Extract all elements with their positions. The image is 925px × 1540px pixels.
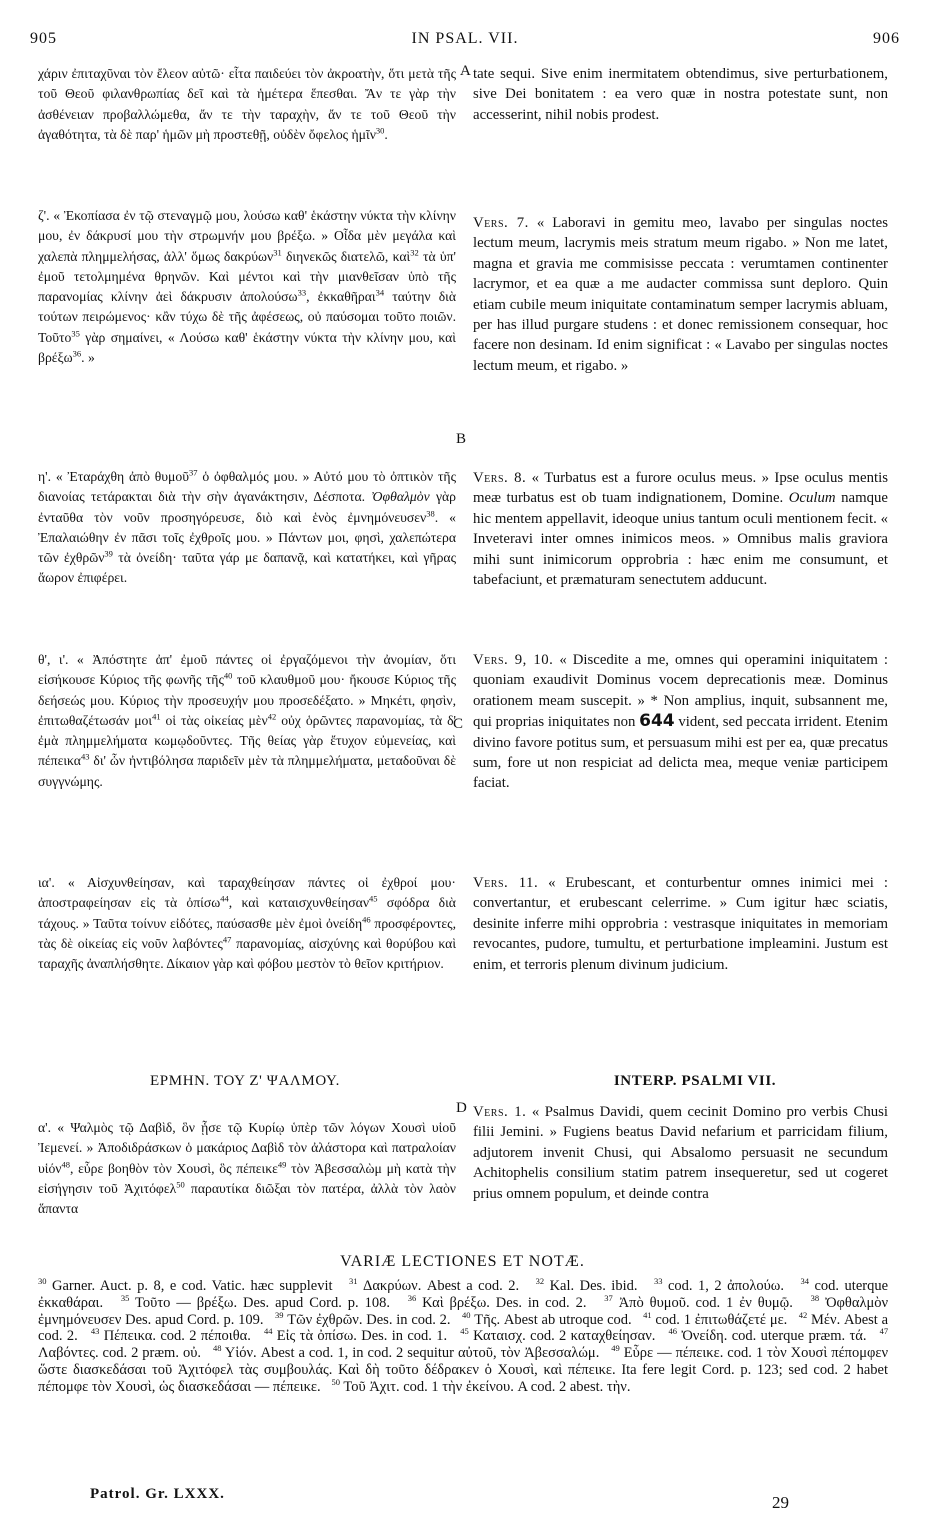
column-number-marker: 644 <box>639 711 675 732</box>
greek-paragraph-intro: χάριν ἐπιταχῦναι τὸν ἔλεον αὐτῶ· εἶτα παιδεύει τὸν ἀκροατὴν, ὅτι μετὰ τῆς τοῦ Θεοῦ φιλανθρωπίας δεῖ καὶ τὰ ἡμέτερα ἕπεσθαι. Ἄν τε γὰρ τὴν ἀσθένειαν προβαλλώμεθα, ἄν τε τὴν ταραχὴν, ἄν τε τοῦ Θεοῦ τὴν ἀγαθότητα, τὰ δὲ παρ' ἡμῶν μὴ προστεθῇ, οὐδὲν ὄφελος ἡμῖν$^{30}$. <box>38 66 456 142</box>
footer-signature-number: 29 <box>772 1493 789 1512</box>
margin-letter-d: D <box>456 1100 467 1116</box>
variant-readings-notes: $^{30}$ Garner. Auct. p. 8, e cod. Vatic. hæc supplevit $^{31}$ Δακρύων. Abest a cod. 2. $^{32}$ Kal. Des. ibid. $^{33}$ cod. 1, 2 ἀπολούω. $^{34}$ cod. uterque ἐκκαθάραι. $^{35}$ Τοῦτο — βρέξω. Des. apud Cord. p. 108. $^{36}$ Καὶ βρέξω. Des. in cod. 2. $^{37}$ Ἀπὸ θυμοῦ. cod. 1 ἐν θυμῷ. $^{38}$ Ὀφθαλμὸν ἐμνημόνευσεν Des. apud Cord. p. 109. $^{39}$ Τῶν ἐχθρῶν. Des. in cod. 2. $^{40}$ Τῆς. Abest ab utroque cod. $^{41}$ cod. 1 ἐπιτωθάζετέ με. $^{42}$ Μέν. Abest a cod. 2. $^{43}$ Πέπεικα. cod. 2 πέποιθα. $^{44}$ Εἰς τὰ ὀπίσω. Des. in cod. 1. $^{45}$ Καταισχ. cod. 2 καταχθείησαν. $^{46}$ Ὀνείδη. cod. uterque præm. τά. $^{47}$ Λαβόντες. cod. 2 præm. οὐ. $^{48}$ Υἱόν. Abest a cod. 1, in cod. 2 sequitur αὐτοῦ, τὸν Ἀβεσσαλώμ. $^{49}$ Εὗρε — πέπεικε. cod. 1 τὸν Χουσὶ πέπομφεν ὥστε διασκεδάσαι τοῦ Ἀχιτόφελ τὰς συμβουλάς. Καὶ δὴ τοῦτο δέδρακεν ὁ Χουσὶ, καὶ πέπεικε. Ita fere legit Cord. p. 123; sed cod. 2 habet πέπομφε τὸν Χουσὶ, ὡς διασκεδάσαι — πέπεικε. $^{50}$ Τοῦ Ἀχιτ. cod. 1 τὴν ἐκείνου. A cod. 2 abest. τὴν. <box>38 1276 889 1395</box>
page-number-right: 906 <box>873 30 900 47</box>
latin-paragraph-intro: tate sequi. Sive enim inermitatem obtendimus, sive perturbationem, sive Dei bonitatem : ea vero quæ in nostra potestate sunt, non accesserint, nihil nobis prodest. <box>473 66 888 123</box>
latin-paragraph-psalm-verse-1: Vers. 1. « Psalmus Davidi, quem cecinit Domino pro verbis Chusi filii Jemini. » Fugiens beatus David nefarium et parricidam filium, adjutorem invenit Chusi, qui Absalomo persuasit ne secundum Achitophelis consilium statim patrem insequeretur, sed ut cogeret prius omnem populum, et deinde contra <box>473 1104 888 1202</box>
greek-paragraph-verse-7: ζ'. « Ἐκοπίασα ἐν τῷ στεναγμῷ μου, λούσω καθ' ἑκάστην νύκτα τὴν κλίνην μου, ἐν δάκρυσί μου τὴν στρωμνήν μου βρέξω. » Οἶδα μὲν μεγάλα καὶ χαλεπὰ πλημμελήσας, ἀλλ' ὅμως δακρύων$^{31}$ διηνεκῶς διατελῶ, καὶ$^{32}$ τὰ ὑπ' ἐμοῦ τετολμημένα θρηνῶν. Καὶ μέντοι καὶ τὴν μιανθεῖσαν ὑπὸ τῆς παρανομίας κλίνην ἀεὶ δάκρυσιν ἀπολούσω$^{33}$, ἐκκαθῆραι$^{34}$ ταύτην διὰ τούτων πειρώμενος· κἂν τύχω δὲ τῆς ἀφέσεως, οὐ παύσομαι τοῦτο ποιῶν. Τοῦτο$^{35}$ γὰρ σημαίνει, « Λούσω καθ' ἑκάστην νύκτα τὴν κλίνην μου, καὶ βρέξω$^{36}$. » <box>38 208 456 366</box>
notes-title: VARIÆ LECTIONES ET NOTÆ. <box>340 1253 585 1270</box>
latin-paragraph-verse-8: Vers. 8. « Turbatus est a furore oculus meus. » Ipse oculus mentis meæ turbatus est ob tuam indignationem, Domine. Oculum namque hic mentem appellavit, ideoque unius tantum oculi mentionem fecit. « Inveteravi inter omnes inimicos meos. » Omnibus malis graviora mihi sunt inimicorum opprobria : hæc enim me consumunt, et tabefaciunt, et præmaturam senectutem adducunt. <box>473 470 888 589</box>
greek-paragraph-psalm-verse-1: α'. « Ψαλμὸς τῷ Δαβὶδ, ὃν ᾖσε τῷ Κυρίῳ ὑπὲρ τῶν λόγων Χουσὶ υἱοῦ Ἰεμενεί. » Ἀποδιδράσκων ὁ μακάριος Δαβὶδ τὸν ἀλάστορα καὶ πατραλοίαν υἱόν$^{48}$, εὗρε βοηθὸν τὸν Χουσὶ, ὃς πέπεικε$^{49}$ τὸν Ἀβεσσαλὼμ μὴ κατὰ τὴν εἰσήγησιν τοῦ Ἀχιτόφελ$^{50}$ παραυτίκα διῶξαι τὸν πατέρα, ἀλλὰ τὸν λαὸν ἅπαντα <box>38 1120 456 1217</box>
page-header <box>30 30 900 54</box>
page-number-left: 905 <box>30 30 57 47</box>
margin-letter-c: C <box>453 716 464 732</box>
latin-paragraph-verse-9-10: Vers. 9, 10. « Discedite a me, omnes qui operamini iniquitatem : quoniam exaudivit Dominus vocem deprecationis meæ. Dominus orationem meam suscepit. » * Non amplius, inquit, subsannent me, qui proprias iniquitates non 644 vident, sed peccata irrident. Etenim divino favore potitus sum, et persuasum mihi est per ea, quæ precatus sum, fore ut non respiciat ad delicta mea, meque veniæ participem faciat. <box>473 652 889 792</box>
latin-paragraph-verse-7: Vers. 7. « Laboravi in gemitu meo, lavabo per singulas noctes lectum meum, lacrymis meis stratum meum rigabo. » Non me latet, magna et gravia me commisisse peccata : verumtamen continenter lacrymor, et ea quæ a me audacter commissa sunt deploro. Quin etiam cubile meum iniquitate contaminatum semper lacrymis abluam, per has illud purgare studens : et donec remissionem consequar, hoc facere non desinam. Id enim significat : « Lavabo per singulas noctes lectum meum, et rigabo. » <box>473 215 888 374</box>
margin-letter-a: A <box>460 63 471 79</box>
margin-letter-b: B <box>456 431 467 447</box>
greek-section-heading: ΕΡΜΗΝ. ΤΟΥ Ζ' ΨΑΛΜΟΥ. <box>150 1073 340 1089</box>
running-title: IN PSAL. VII. <box>411 30 519 47</box>
greek-paragraph-verse-8: η'. « Ἐταράχθη ἀπὸ θυμοῦ$^{37}$ ὁ ὀφθαλμός μου. » Αὐτό μου τὸ ὀπτικὸν τῆς διανοίας τετάρακται διὰ τὴν σὴν ἀγανάκτησιν, Δέσποτα. Ὀφθαλμὸν γὰρ ἐνταῦθα τὸν νοῦν προσηγόρευσε, διὸ καὶ ἑνὸς ἐμνημόνευσεν$^{38}$. « Ἐπαλαιώθην ἐν πᾶσι τοῖς ἐχθροῖς μου. » Πάντων μοι, φησὶ, χαλεπώτερα τῶν ἐχθρῶν$^{39}$ τὰ ὀνείδη· ταῦτα γάρ με δαπανᾷ, καὶ κατατήκει, καὶ γῆρας ἄωρον ἐπιφέρει. <box>38 467 457 586</box>
greek-paragraph-verse-9-10: θ', ι'. « Ἀπόστητε ἀπ' ἐμοῦ πάντες οἱ ἐργαζόμενοι τὴν ἀνομίαν, ὅτι εἰσήκουσε Κύριος τῆς φωνῆς τῆς$^{40}$ τοῦ κλαυθμοῦ μου· ἤκουσε Κύριος τῆς δεήσεώς μου. Κύριος τὴν προσευχήν μου προσεδέξατο. » Μηκέτι, φησὶν, ἐπιτωθαζέτωσάν μοι$^{41}$ οἱ τὰς οἰκείας μὲν$^{42}$ οὐχ ὁρῶντες παρανομίας, τὰ δ' ἐμὰ πλημμελήματα κωμῳδοῦντες. Τῆς θείας γὰρ ἔτυχον εὐμενείας, καὶ πέπεικα$^{43}$ δι' ὧν ἠντιβόλησα παριδεῖν μὲν τὰ πλημμελήματα, μεταδοῦναι δὲ συγγνώμης. <box>38 652 456 789</box>
greek-paragraph-verse-11: ια'. « Αἰσχυνθείησαν, καὶ ταραχθείησαν πάντες οἱ ἐχθροί μου· ἀποστραφείησαν εἰς τὰ ὀπίσω$^{44}$, καὶ καταισχυνθείησαν$^{45}$ σφόδρα διὰ τάχους. » Ταῦτα τοίνυν εἰδότες, παύσασθε μὲν ἐμοὶ ὀνείδη$^{46}$ προσφέροντες, τὰς δὲ οἰκείας εἰς νοῦν λαβόντες$^{47}$ παρανομίας, αἰσχύνης καὶ θορύβου καὶ ταραχῆς ἀναπλήσθητε. Δίκαιον γὰρ καὶ φόβου μεστὸν τὸ θεῖον κριτήριον. <box>38 875 457 972</box>
latin-section-heading: INTERP. PSALMI VII. <box>613 1073 777 1089</box>
latin-paragraph-verse-11: Vers. 11. « Erubescant, et conturbentur omnes inimici mei : convertantur, et erubescant celerrime. » Cum igitur hæc sciatis, desinite inferre mihi opprobria : vestrasque iniquitates in memoriam revocantes, pudore, tumultu, et perturbatione impleamini. Justum est enim, et terroris plenum divinum judicium. <box>473 875 888 973</box>
footer-series-label: Patrol. Gr. LXXX. <box>90 1486 225 1502</box>
